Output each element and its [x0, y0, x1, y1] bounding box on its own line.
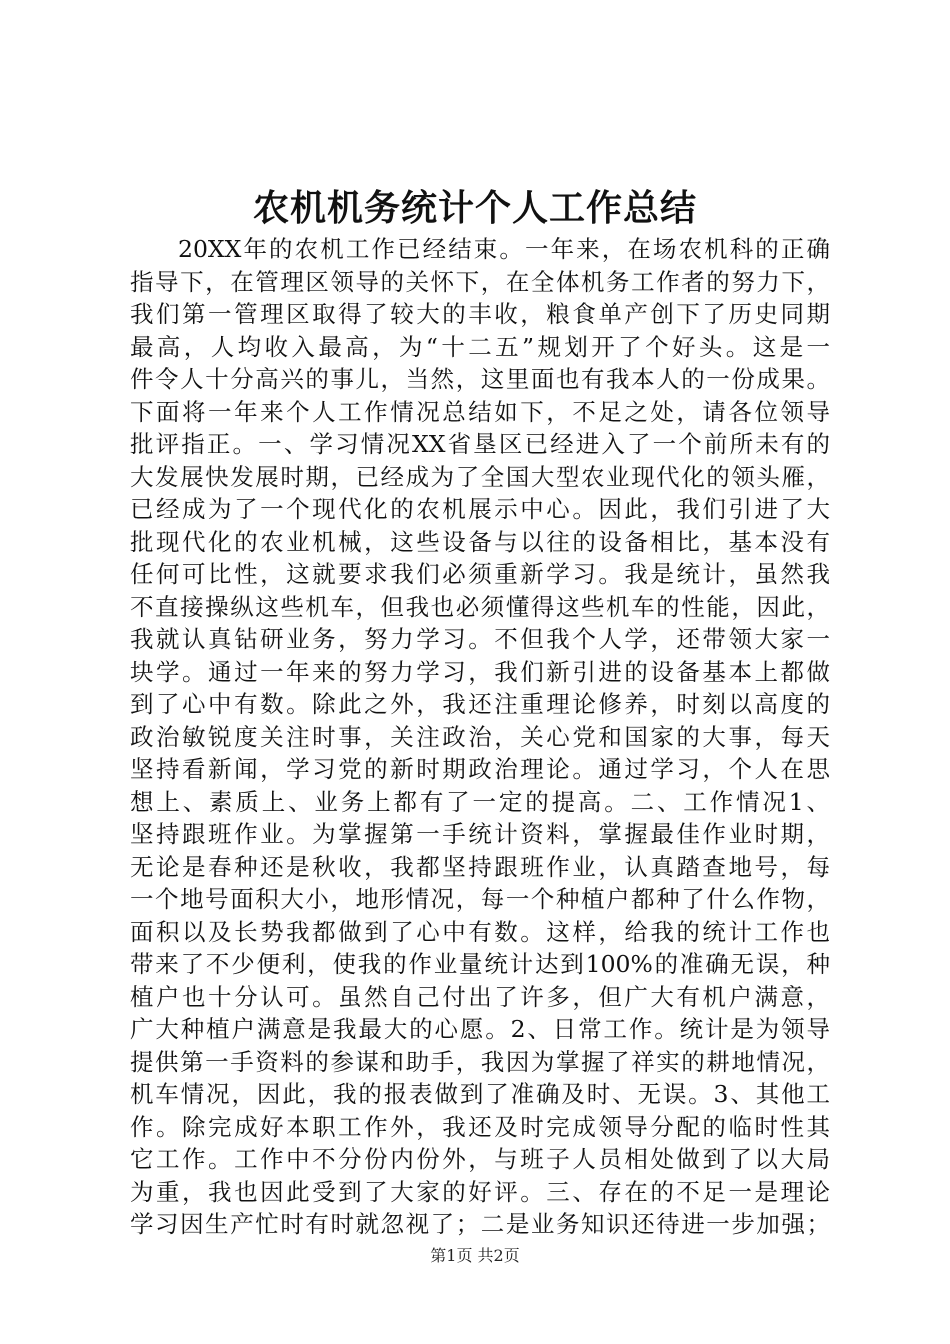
body-line: 无论是春种还是秋收，我都坚持跟班作业，认真踏查地号，每 — [130, 852, 830, 881]
body-line: 指导下，在管理区领导的关怀下，在全体机务工作者的努力下， — [130, 267, 830, 296]
body-line: 大发展快发展时期，已经成为了全国大型农业现代化的领头雁， — [130, 462, 830, 491]
body-line: 任何可比性，这就要求我们必须重新学习。我是统计，虽然我 — [130, 560, 830, 588]
body-line: 它工作。工作中不分份内份外，与班子人员相处做到了以大局 — [130, 1145, 830, 1173]
body-line: 面积以及长势我都做到了心中有数。这样，给我的统计工作也 — [130, 917, 830, 946]
body-line: 想上、素质上、业务上都有了一定的提高。二、工作情况1、 — [130, 787, 830, 816]
document-body — [130, 233, 830, 1241]
body-line: 20XX年的农机工作已经结束。一年来，在场农机科的正确 — [178, 235, 830, 263]
body-line: 机车情况，因此，我的报表做到了准确及时、无误。3、其他工 — [130, 1080, 830, 1108]
body-line: 作。除完成好本职工作外，我还及时完成领导分配的临时性其 — [130, 1112, 830, 1141]
page-footer: 第1页 共2页 — [430, 1246, 520, 1265]
document-title: 农机机务统计个人工作总结 — [252, 187, 697, 229]
body-line: 我们第一管理区取得了较大的丰收，粮食单产创下了历史同期 — [130, 300, 830, 328]
body-line: 已经成为了一个现代化的农机展示中心。因此，我们引进了大 — [130, 495, 830, 523]
body-line: 件令人十分高兴的事儿，当然，这里面也有我本人的一份成果。 — [130, 365, 830, 393]
body-line: 植户也十分认可。虽然自己付出了许多，但广大有机户满意， — [130, 982, 830, 1011]
body-line: 提供第一手资料的参谋和助手，我因为掌握了祥实的耕地情况， — [130, 1047, 830, 1076]
body-line: 最高，人均收入最高，为“十二五”规划开了个好头。这是一 — [130, 332, 830, 361]
body-line: 我就认真钻研业务，努力学习。不但我个人学，还带领大家一 — [130, 625, 830, 653]
body-line: 到了心中有数。除此之外，我还注重理论修养，时刻以高度的 — [130, 690, 830, 718]
body-line: 坚持跟班作业。为掌握第一手统计资料，掌握最佳作业时期， — [130, 820, 830, 848]
body-line: 下面将一年来个人工作情况总结如下，不足之处，请各位领导 — [130, 397, 830, 426]
body-line: 块学。通过一年来的努力学习，我们新引进的设备基本上都做 — [130, 657, 830, 686]
body-line: 批评指正。一、学习情况XX省垦区已经进入了一个前所未有的 — [130, 430, 830, 458]
body-line: 不直接操纵这些机车，但我也必须懂得这些机车的性能，因此， — [130, 592, 830, 621]
body-line: 广大种植户满意是我最大的心愿。2、日常工作。统计是为领导 — [130, 1015, 830, 1043]
body-line: 坚持看新闻，学习党的新时期政治理论。通过学习，个人在思 — [130, 755, 830, 783]
body-line: 政治敏锐度关注时事，关注政治，关心党和国家的大事，每天 — [130, 722, 830, 751]
body-line: 批现代化的农业机械，这些设备与以往的设备相比，基本没有 — [130, 527, 830, 556]
body-line: 带来了不少便利，使我的作业量统计达到100%的准确无误，种 — [130, 950, 830, 978]
body-line: 学习因生产忙时有时就忽视了；二是业务知识还待进一步加强； — [130, 1210, 830, 1238]
body-line: 为重，我也因此受到了大家的好评。三、存在的不足一是理论 — [130, 1177, 830, 1206]
body-line: 一个地号面积大小，地形情况，每一个种植户都种了什么作物， — [130, 885, 830, 913]
